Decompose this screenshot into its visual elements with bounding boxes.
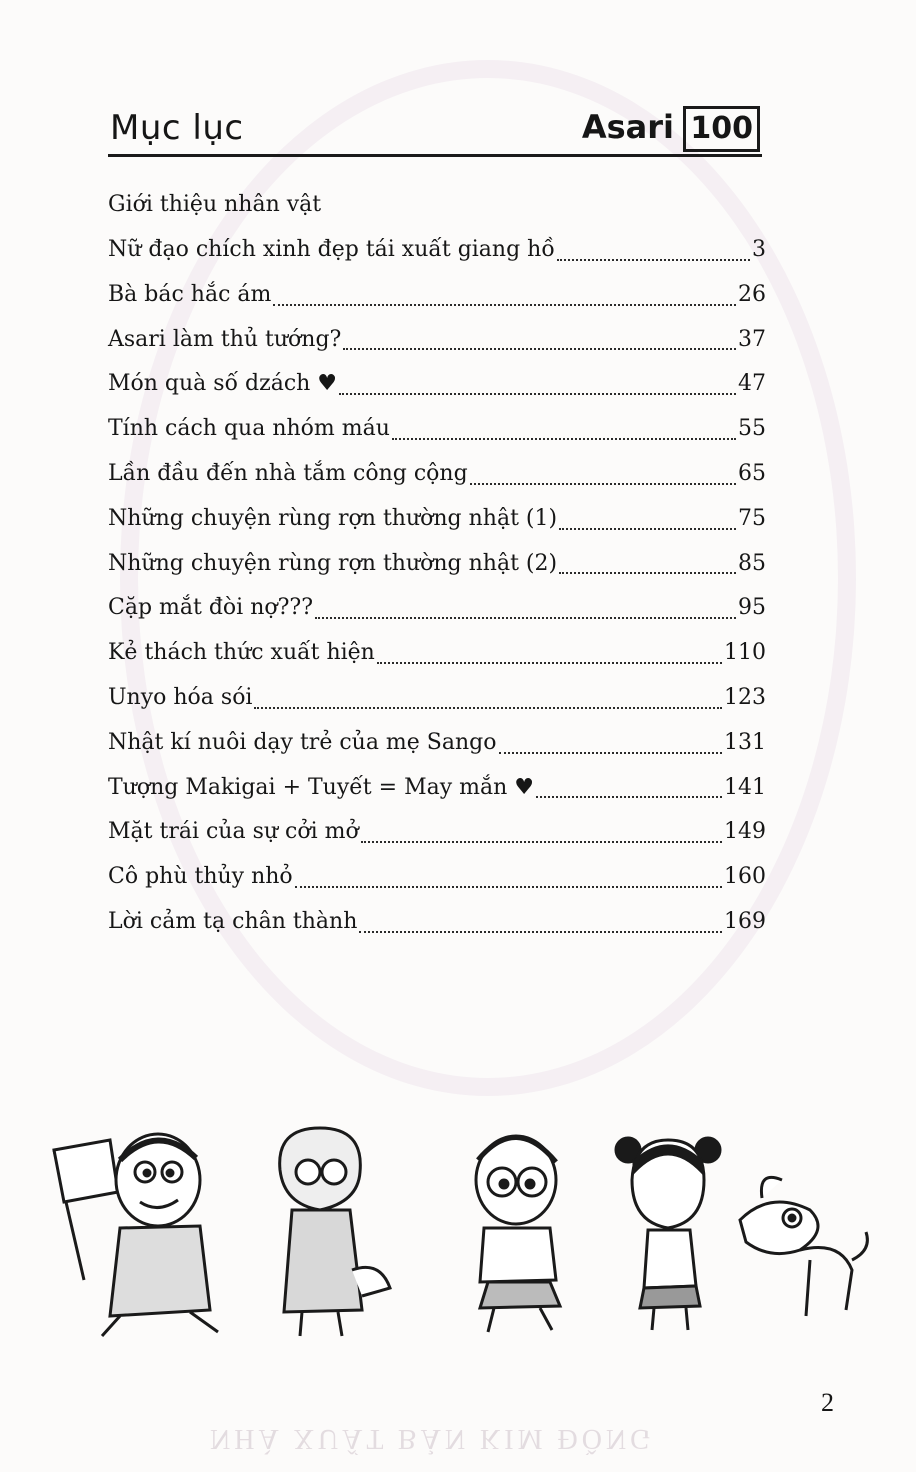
grandmother-character-illustration bbox=[280, 1128, 390, 1336]
page-title: Mục lục bbox=[110, 108, 244, 148]
toc-entry-page: 65 bbox=[738, 460, 766, 486]
toc-entry-page: 85 bbox=[738, 550, 766, 576]
politician-character-illustration bbox=[54, 1134, 218, 1336]
toc-entry-title: Bà bác hắc ám bbox=[108, 281, 272, 307]
toc-entry-title: Unyo hóa sói bbox=[108, 684, 253, 710]
toc-entry bbox=[108, 676, 766, 721]
toc-entry-page: 131 bbox=[724, 729, 766, 755]
toc-entry bbox=[108, 900, 766, 945]
toc-entry bbox=[108, 228, 766, 273]
toc-intro: Giới thiệu nhân vật bbox=[108, 192, 322, 217]
toc-entry bbox=[108, 631, 766, 676]
toc-dot-leader bbox=[315, 615, 736, 619]
toc-dot-leader bbox=[392, 436, 736, 440]
toc-entry bbox=[108, 318, 766, 363]
dog-character-illustration bbox=[740, 1177, 867, 1316]
toc-dot-leader bbox=[557, 257, 750, 261]
toc-entry-title: Lần đầu đến nhà tắm công cộng bbox=[108, 460, 468, 486]
toc-entry bbox=[108, 407, 766, 452]
toc-entry-title: Món quà số dzách ♥ bbox=[108, 371, 338, 397]
toc-entry-title: Mặt trái của sự cởi mở bbox=[108, 819, 359, 845]
toc-list bbox=[108, 228, 766, 945]
glasses-girl-character-illustration bbox=[476, 1136, 560, 1332]
toc-entry-page: 95 bbox=[738, 595, 766, 621]
toc-entry-title: Cặp mắt đòi nợ??? bbox=[108, 595, 313, 621]
toc-entry-page: 123 bbox=[724, 684, 766, 710]
toc-dot-leader bbox=[361, 839, 722, 843]
toc-dot-leader bbox=[470, 481, 736, 485]
toc-dot-leader bbox=[536, 794, 722, 798]
toc-dot-leader bbox=[559, 526, 736, 530]
volume-number-box: 100 bbox=[683, 106, 760, 152]
toc-entry-page: 3 bbox=[752, 237, 766, 262]
toc-entry-title: Cô phù thủy nhỏ bbox=[108, 864, 293, 890]
publisher-show-through: NHÀ XUẤT BẢN KIM ĐỒNG bbox=[210, 1423, 655, 1454]
toc-entry-title: Nữ đạo chích xinh đẹp tái xuất giang hồ bbox=[108, 237, 555, 262]
toc-entry bbox=[108, 362, 766, 407]
toc-dot-leader bbox=[359, 929, 722, 933]
toc-entry bbox=[108, 586, 766, 631]
toc-entry-title: Những chuyện rùng rợn thường nhật (1) bbox=[108, 505, 558, 531]
table-of-contents bbox=[108, 182, 766, 945]
toc-dot-leader bbox=[499, 750, 723, 754]
child-character-illustration bbox=[616, 1138, 720, 1330]
character-illustrations bbox=[40, 1110, 880, 1350]
toc-entry bbox=[108, 810, 766, 855]
toc-entry bbox=[108, 452, 766, 497]
toc-entry bbox=[108, 855, 766, 900]
toc-entry-page: 110 bbox=[724, 640, 766, 666]
toc-entry bbox=[108, 766, 766, 811]
toc-dot-leader bbox=[254, 705, 722, 709]
toc-entry-title: Nhật kí nuôi dạy trẻ của mẹ Sango bbox=[108, 729, 497, 755]
toc-dot-leader bbox=[559, 570, 736, 574]
toc-entry-title: Kẻ thách thức xuất hiện bbox=[108, 640, 375, 666]
toc-entry-page: 37 bbox=[738, 326, 766, 352]
toc-entry bbox=[108, 497, 766, 542]
toc-entry-page: 47 bbox=[738, 371, 766, 397]
toc-dot-leader bbox=[343, 346, 736, 350]
toc-entry-title: Lời cảm tạ chân thành bbox=[108, 908, 358, 934]
toc-dot-leader bbox=[377, 660, 722, 664]
toc-entry-title: Tính cách qua nhóm máu bbox=[108, 416, 390, 442]
toc-entry-page: 149 bbox=[724, 819, 766, 845]
toc-entry bbox=[108, 721, 766, 766]
toc-entry-page: 75 bbox=[738, 505, 766, 531]
toc-entry-title: Asari làm thủ tướng? bbox=[108, 326, 342, 352]
page-number: 2 bbox=[821, 1388, 834, 1417]
toc-entry bbox=[108, 273, 766, 318]
toc-dot-leader bbox=[295, 884, 722, 888]
toc-dot-leader bbox=[273, 302, 736, 306]
toc-entry bbox=[108, 542, 766, 587]
toc-dot-leader bbox=[339, 391, 736, 395]
toc-entry-title: Những chuyện rùng rợn thường nhật (2) bbox=[108, 550, 558, 576]
toc-entry-page: 169 bbox=[724, 908, 766, 934]
toc-entry-page: 141 bbox=[724, 774, 766, 800]
toc-header bbox=[108, 102, 762, 157]
toc-entry-page: 55 bbox=[738, 416, 766, 442]
toc-entry-title: Tượng Makigai + Tuyết = May mắn ♥ bbox=[108, 774, 534, 800]
toc-entry-page: 26 bbox=[738, 281, 766, 307]
series-brand: Asari bbox=[581, 108, 674, 146]
toc-entry-page: 160 bbox=[724, 864, 766, 890]
